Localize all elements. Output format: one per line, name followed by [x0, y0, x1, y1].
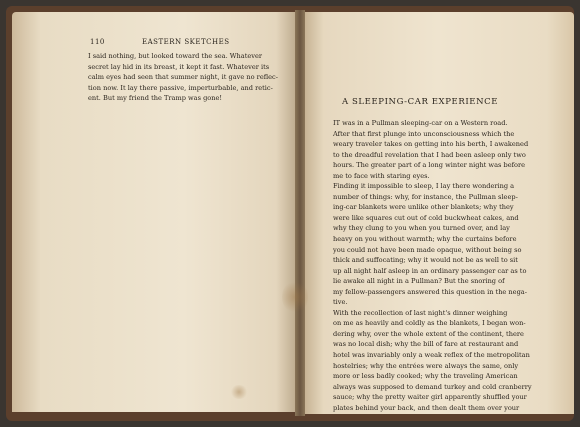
right-page-text	[333, 118, 532, 413]
text-line: why they clung to you when you turned over, and lay	[333, 224, 510, 233]
text-line: me to face with staring eyes.	[333, 171, 430, 180]
text-line: always was supposed to demand turkey and cold cranberry	[333, 382, 532, 391]
chapter-title: A SLEEPING-CAR EXPERIENCE	[341, 97, 499, 107]
page-stain	[230, 385, 248, 399]
text-line: Finding it impossible to sleep, I lay there wondering a	[333, 182, 515, 191]
text-line: plates behind your back, and then dealt them over your	[333, 403, 520, 412]
text-line: I said nothing, but looked toward the sea. Whatever	[88, 52, 263, 60]
text-line: ent. But my friend the Tramp was gone!	[88, 94, 223, 103]
text-line: ing-car blankets were unlike other blankets; why they	[333, 203, 514, 212]
text-line: hours. The greater part of a long winter night was before	[333, 161, 526, 170]
text-line: weary traveler takes on getting into his berth, I awakened	[333, 140, 529, 149]
text-line: you could not have been made opaque, without being so	[333, 245, 522, 254]
text-line: After that first plunge into unconsciousness which the	[333, 129, 515, 138]
page-number: 110	[90, 38, 105, 46]
text-line: thick and suffocating; why it would not be as well to sit	[333, 256, 518, 265]
text-line: were like squares cut out of cold buckwheat cakes, and	[333, 213, 519, 222]
text-line: tion now. It lay there passive, imperturbable, and retic-	[88, 83, 273, 92]
text-line: sauce; why the pretty waiter girl apparently shuffled your	[333, 393, 527, 402]
text-line: was no local dish; why the bill of fare at restaurant and	[333, 340, 519, 349]
text-line: more or less badly cooked; why the traveling American	[333, 372, 518, 381]
text-line: hostelries; why the entrées were always the same, only	[333, 361, 519, 370]
text-line: With the recollection of last night's dinner weighing	[333, 308, 508, 317]
text-line: number of things: why, for instance, the Pullman sleep-	[333, 192, 518, 201]
text-line: IT was in a Pullman sleeping-car on a Western road.	[333, 119, 508, 127]
text-line: up all night half asleep in an ordinary passenger car as to	[333, 266, 527, 275]
text-line: heavy on you without warmth; why the curtains before	[333, 235, 517, 244]
page-stain	[282, 280, 308, 314]
text-line: calm eyes had seen that summer night, it gave no reflec-	[88, 73, 278, 82]
running-head: EASTERN SKETCHES	[142, 38, 230, 46]
left-page-text	[88, 51, 282, 104]
text-line: to the dreadful revelation that I had been asleep only two	[333, 150, 526, 159]
text-line: my fellow-passengers answered this question in the nega-	[333, 287, 527, 296]
text-line: lie awake all night in a Pullman? But the snoring of	[333, 277, 505, 286]
text-line: dering why, over the whole extent of the continent, there	[333, 329, 524, 338]
text-line: hotel was invariably only a weak reflex of the metropolitan	[333, 351, 530, 360]
text-line: secret lay hid in its breast, it kept it fast. Whatever its	[88, 62, 270, 71]
text-line: on me as heavily and coldly as the blankets, I began won-	[333, 319, 526, 328]
book-gutter	[295, 10, 305, 416]
text-line: tive.	[333, 298, 348, 307]
